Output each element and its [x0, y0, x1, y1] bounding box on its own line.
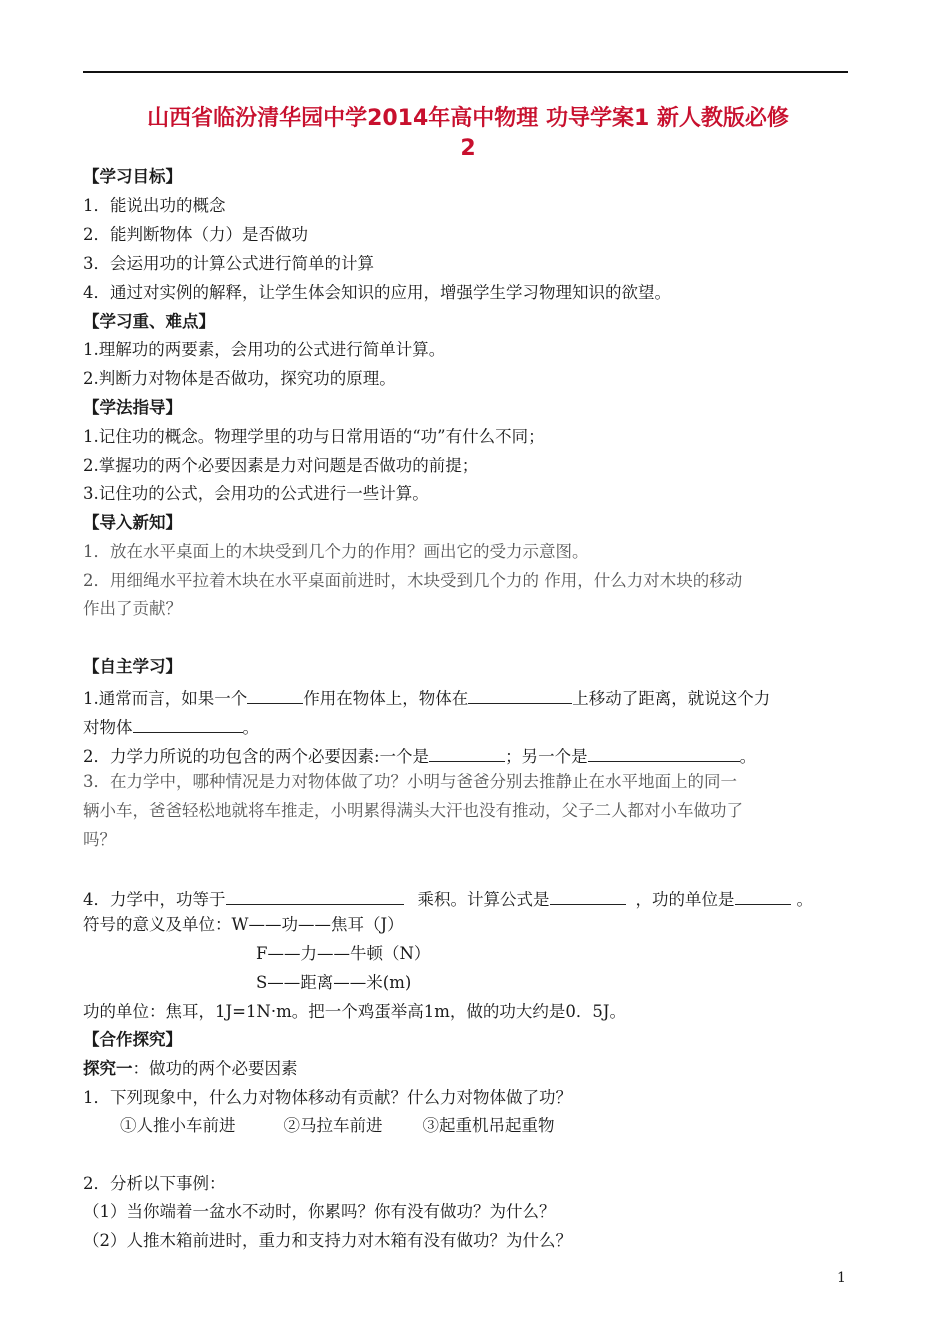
answer-blank[interactable]	[550, 886, 626, 905]
symbol-s: S——距离——米(m)	[256, 973, 412, 992]
key-point-item: 2.判断力对物体是否做功，探究功的原理。	[83, 369, 396, 388]
explore-one-text: ：做功的两个必要因素	[132, 1059, 298, 1078]
explore-one-label: 探究一	[83, 1059, 133, 1078]
q1-text-b: 作用在物体上，物体在	[303, 689, 469, 708]
q1-text-d: 对物体	[83, 718, 133, 737]
objective-item: 4．通过对实例的解释，让学生体会知识的应用，增强学生学习物理知识的欲望。	[83, 283, 671, 302]
example-item: ③起重机吊起重物	[422, 1116, 555, 1135]
self-study-q1	[83, 685, 770, 710]
self-study-q4	[83, 886, 813, 911]
cooperate-q2: 2．分析以下事例：	[83, 1174, 226, 1193]
q4-text-a: 4．力学中，功等于	[83, 890, 226, 909]
answer-blank[interactable]	[133, 714, 243, 733]
title-line-1: 山西省临汾清华园中学2014年高中物理 功导学案1 新人教版必修	[147, 106, 789, 131]
symbol-f: F——力——牛顿（N）	[256, 944, 431, 963]
example-item: ②马拉车前进	[283, 1116, 383, 1135]
objective-item: 2．能判断物体（力）是否做功	[83, 225, 308, 244]
q2-text-a: 2．力学力所说的功包含的两个必要因素:一个是	[83, 747, 430, 766]
example-item: ①人推小车前进	[120, 1116, 236, 1135]
objective-item: 3．会运用功的计算公式进行简单的计算	[83, 254, 374, 273]
self-study-q3-line: 吗？	[83, 830, 116, 849]
self-study-q3-line: 3．在力学中，哪种情况是力对物体做了功？小明与爸爸分别去推静止在水平地面上的同一	[83, 772, 737, 791]
heading-cooperate: 【合作探究】	[83, 1030, 182, 1049]
key-point-item: 1.理解功的两要素，会用功的公式进行简单计算。	[83, 340, 446, 359]
symbols-label: 符号的意义及单位：	[83, 915, 232, 934]
symbol-w: W——功——焦耳（J）	[231, 915, 404, 934]
q4-text-c: ，功的单位是	[635, 890, 735, 909]
examples-row	[120, 1115, 555, 1137]
self-study-q3-line: 辆小车，爸爸轻松地就将车推走，小明累得满头大汗也没有推动，父子二人都对小车做功了	[83, 801, 743, 820]
title-line-2: 2	[460, 136, 476, 161]
q1-text-a: 1.通常而言，如果一个	[83, 689, 248, 708]
cooperate-q2-item: （2）人推木箱前进时，重力和支持力对木箱有没有做功？为什么？	[83, 1231, 572, 1250]
header-rule	[83, 71, 848, 73]
page-number: 1	[837, 1270, 846, 1286]
self-study-q2	[83, 743, 756, 768]
answer-blank[interactable]	[429, 743, 505, 762]
cooperate-q2-item: （1）当你端着一盆水不动时，你累吗？你有没有做功？为什么？	[83, 1202, 556, 1221]
q2-text-b: ；另一个是	[505, 747, 588, 766]
answer-blank[interactable]	[247, 685, 303, 704]
heading-key-points: 【学习重、难点】	[83, 312, 215, 331]
answer-blank[interactable]	[226, 886, 404, 905]
self-study-q1-cont	[83, 714, 259, 739]
heading-self-study: 【自主学习】	[83, 657, 182, 676]
unit-note: 功的单位：焦耳，1J=1N·m。把一个鸡蛋举高1m，做的功大约是0．5J。	[83, 1002, 627, 1021]
intro-item: 作出了贡献？	[83, 599, 182, 618]
method-item: 1.记住功的概念。物理学里的功与日常用语的“功”有什么不同；	[83, 427, 545, 446]
heading-intro: 【导入新知】	[83, 513, 182, 532]
explore-one	[83, 1058, 298, 1080]
intro-item: 1．放在水平桌面上的木块受到几个力的作用？画出它的受力示意图。	[83, 542, 589, 561]
cooperate-q1: 1．下列现象中，什么力对物体移动有贡献？什么力对物体做了功？	[83, 1088, 572, 1107]
answer-blank[interactable]	[735, 886, 791, 905]
q1-text-c: 上移动了距离，就说这个力	[572, 689, 771, 708]
heading-objectives: 【学习目标】	[83, 167, 182, 186]
q1-text-e: 。	[242, 718, 259, 737]
answer-blank[interactable]	[588, 743, 740, 762]
method-item: 2.掌握功的两个必要因素是力对问题是否做功的前提；	[83, 456, 479, 475]
method-item: 3.记住功的公式，会用功的公式进行一些计算。	[83, 484, 429, 503]
document-title	[83, 104, 853, 164]
q2-text-c: 。	[739, 747, 757, 766]
objective-item: 1．能说出功的概念	[83, 196, 226, 215]
q4-text-b: 乘积。计算公式是	[417, 890, 550, 909]
symbols-w-line	[83, 914, 404, 936]
heading-method: 【学法指导】	[83, 398, 182, 417]
q4-text-d: 。	[796, 890, 813, 909]
answer-blank[interactable]	[468, 685, 572, 704]
intro-item: 2．用细绳水平拉着木块在水平桌面前进时，木块受到几个力的 作用，什么力对木块的移动	[83, 571, 743, 590]
